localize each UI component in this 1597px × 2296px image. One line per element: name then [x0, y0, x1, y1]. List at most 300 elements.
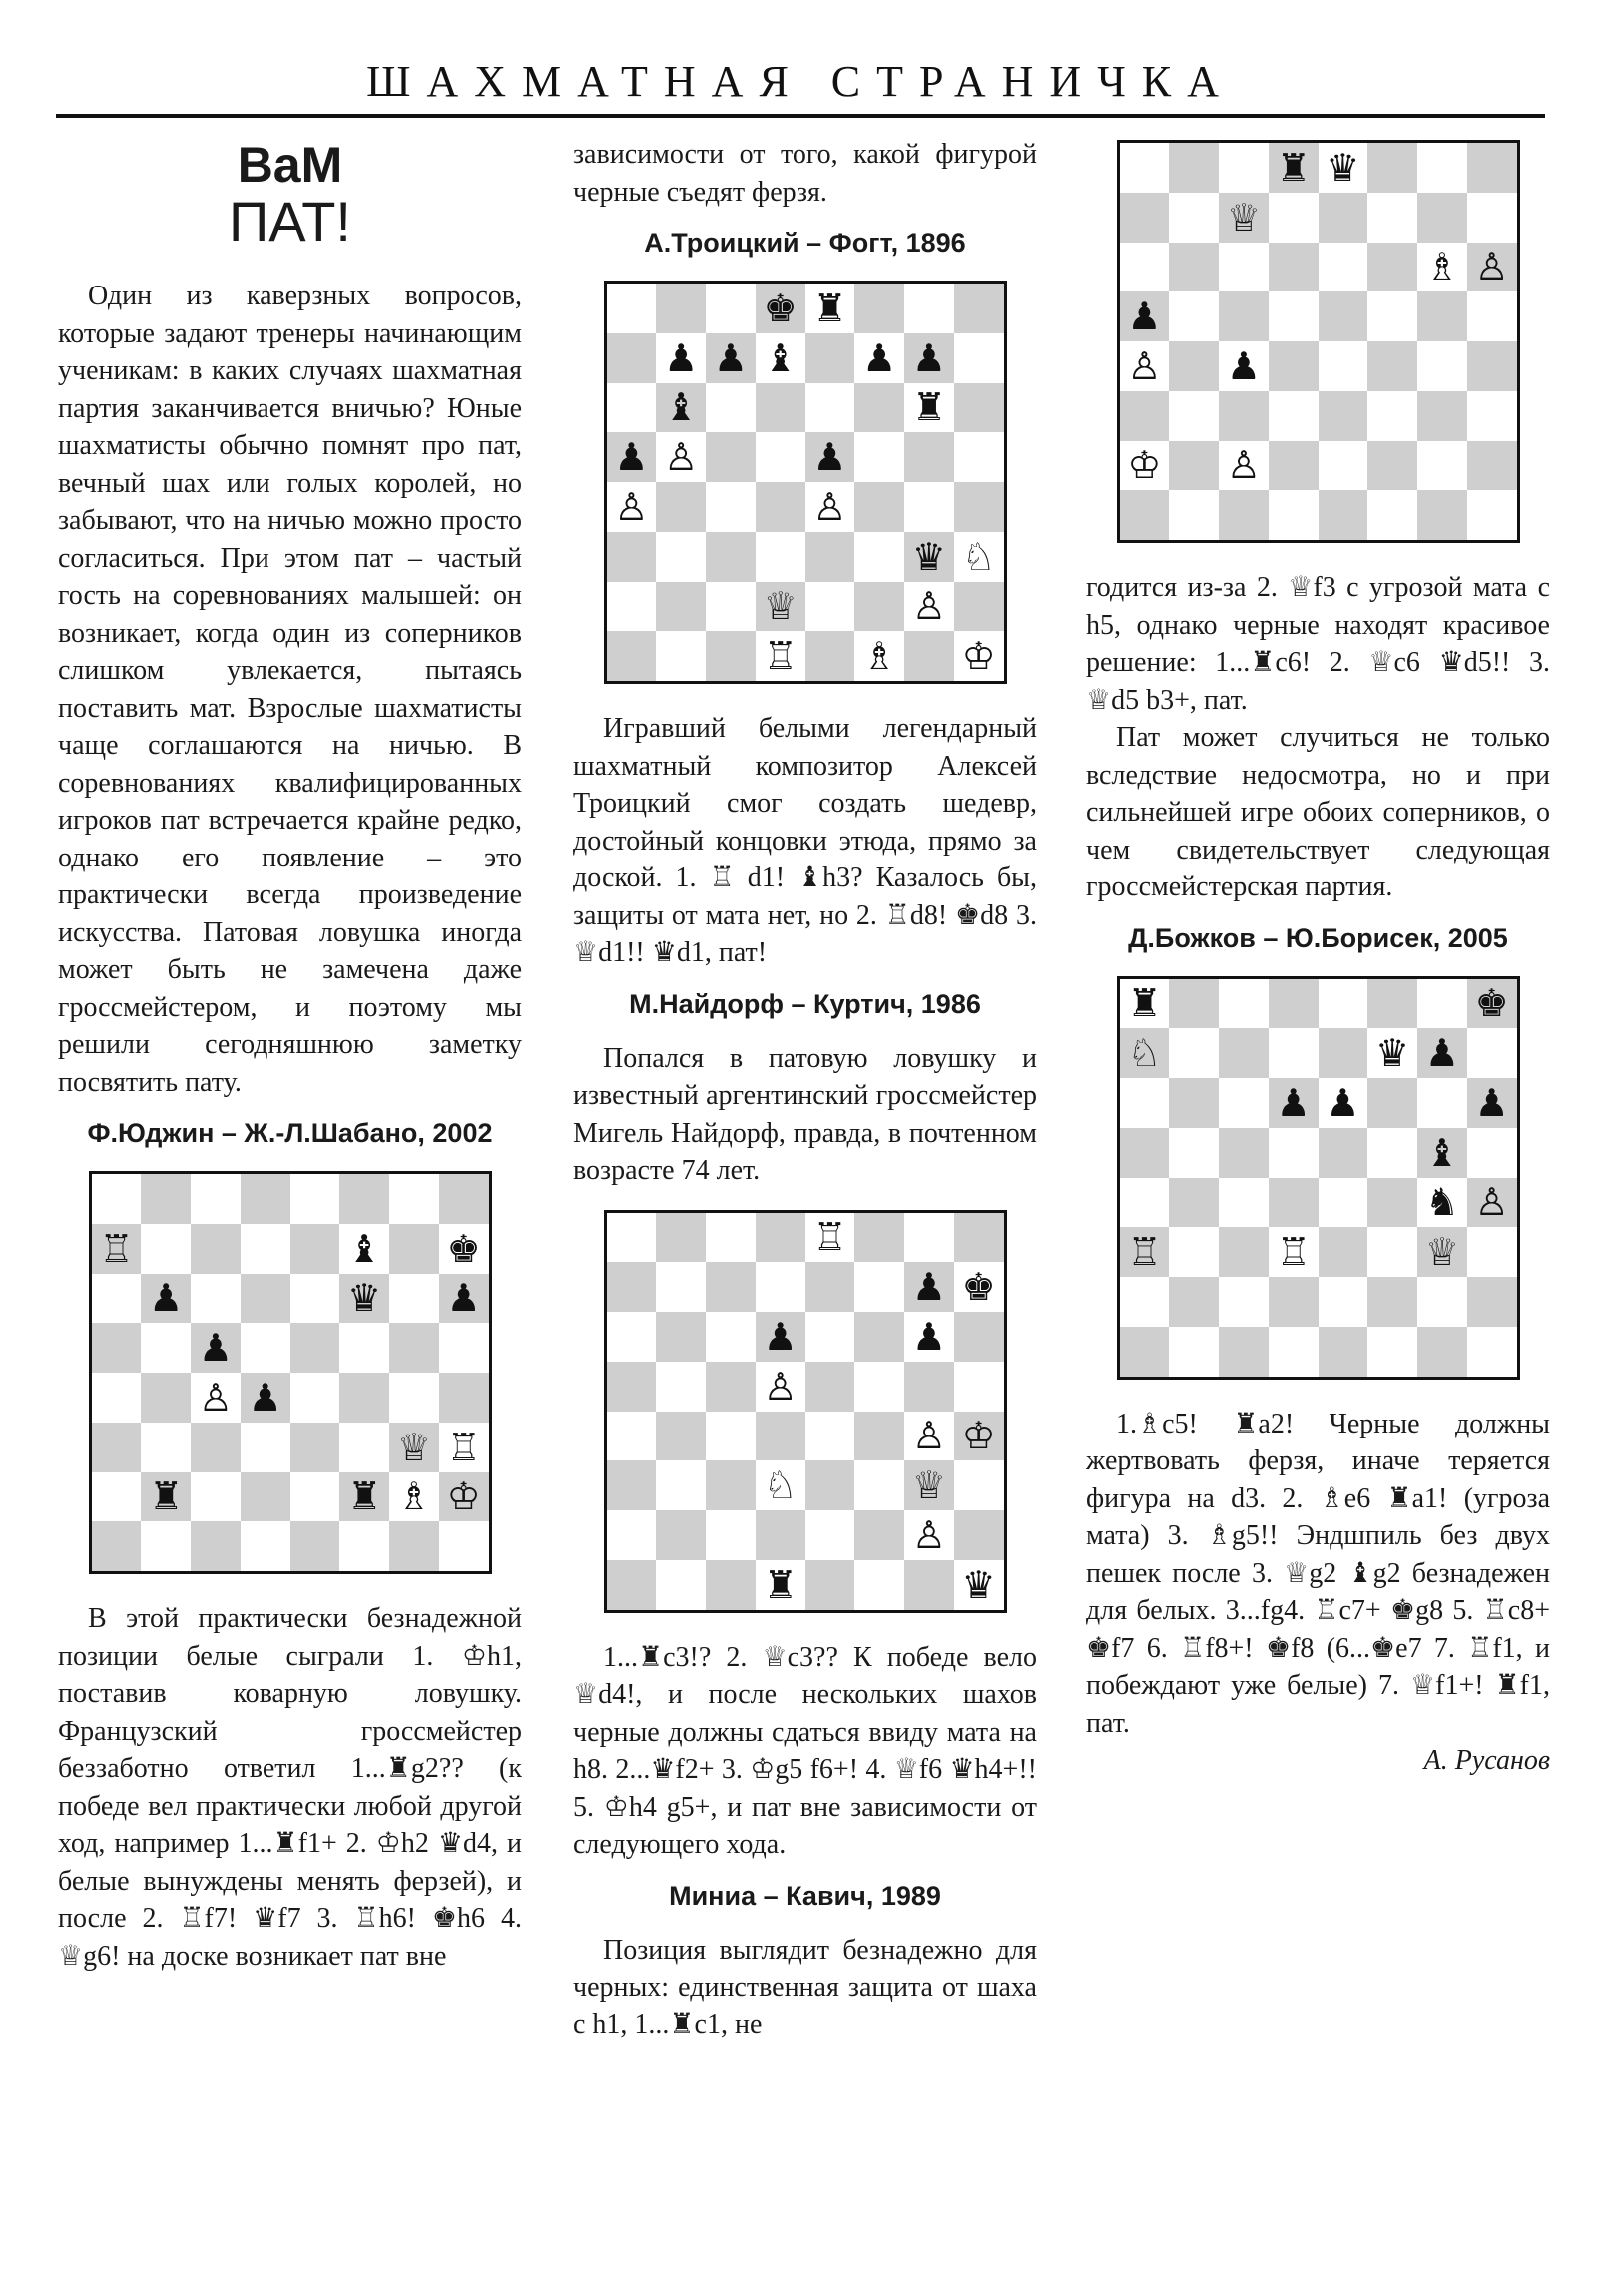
board-square — [1120, 1078, 1170, 1128]
board-square — [607, 1460, 657, 1510]
board-square — [1269, 391, 1319, 441]
board-square — [854, 631, 904, 681]
board-square — [1120, 143, 1170, 193]
board-square — [241, 1174, 290, 1224]
board-square — [904, 532, 954, 582]
black-queen-icon: ♛ — [1326, 145, 1360, 190]
board-square — [389, 1224, 439, 1274]
board-square — [854, 1510, 904, 1560]
board-square — [290, 1274, 340, 1324]
black-pawn-icon: ♟ — [1276, 1080, 1311, 1125]
white-pawn-icon: ♙ — [198, 1375, 233, 1420]
board-square — [1367, 1178, 1417, 1228]
board-square — [706, 1510, 756, 1560]
white-knight-icon: ♘ — [763, 1463, 798, 1508]
board-square — [1219, 1277, 1269, 1327]
board-square — [1120, 1128, 1170, 1178]
board-square — [1169, 1227, 1219, 1277]
header-rule — [56, 114, 1545, 118]
board-square — [1269, 193, 1319, 243]
board-square — [1417, 341, 1467, 391]
board-square — [1269, 1128, 1319, 1178]
board-square — [854, 1213, 904, 1263]
board-square — [92, 1423, 142, 1472]
board-square — [607, 1262, 657, 1312]
board-square — [854, 432, 904, 482]
board-square — [241, 1423, 290, 1472]
board-square — [1319, 243, 1368, 292]
board-square — [1467, 1028, 1517, 1078]
board-square — [756, 1262, 805, 1312]
board-square — [1169, 1028, 1219, 1078]
board-square — [1319, 1277, 1368, 1327]
board-square — [756, 333, 805, 383]
board-square — [607, 582, 657, 632]
board-square — [1169, 490, 1219, 540]
board-square — [191, 1323, 241, 1373]
board-square — [339, 1274, 389, 1324]
board-square — [1367, 143, 1417, 193]
board-square — [706, 1262, 756, 1312]
board-square — [854, 333, 904, 383]
board-square — [1120, 291, 1170, 341]
white-pawn-icon: ♙ — [911, 1414, 946, 1458]
board-square — [805, 1312, 855, 1362]
board-square — [1269, 291, 1319, 341]
miniac-commentary: Позиция выглядит безнадежно для черных: единственная защита от шаха с h1, 1...♜c1, не — [573, 1934, 1037, 2040]
black-pawn-icon: ♟ — [911, 335, 946, 380]
board-square — [954, 1460, 1004, 1510]
board-square — [756, 1312, 805, 1362]
board-square — [92, 1521, 142, 1571]
board-square — [756, 284, 805, 333]
board-square — [439, 1323, 489, 1373]
board-square — [290, 1423, 340, 1472]
board-square — [1467, 391, 1517, 441]
board-square — [1367, 243, 1417, 292]
board-square — [656, 532, 706, 582]
board-square — [1367, 1227, 1417, 1277]
board-square — [1120, 441, 1170, 491]
board-square — [1367, 1277, 1417, 1327]
black-pawn-icon: ♟ — [862, 335, 897, 380]
board-square — [954, 432, 1004, 482]
board-square — [607, 1312, 657, 1362]
board-square — [389, 1323, 439, 1373]
board-square — [1319, 1227, 1368, 1277]
board-square — [1219, 1028, 1269, 1078]
board-square — [1219, 243, 1269, 292]
game-heading-bozhkov: Д.Божков – Ю.Борисек, 2005 — [1128, 922, 1508, 953]
black-pawn-icon: ♟ — [446, 1276, 481, 1321]
board-square — [756, 631, 805, 681]
board-square — [904, 1460, 954, 1510]
board-square — [954, 333, 1004, 383]
board-square — [1169, 441, 1219, 491]
board-square — [1319, 441, 1368, 491]
board-square — [706, 432, 756, 482]
game-heading-najdorf: М.Найдорф – Куртич, 1986 — [629, 988, 981, 1019]
board-square — [854, 383, 904, 433]
board-square — [854, 482, 904, 532]
board-square — [904, 1560, 954, 1610]
board-square — [439, 1174, 489, 1224]
board-square — [1319, 341, 1368, 391]
board-square — [706, 532, 756, 582]
board-square — [1269, 1327, 1319, 1377]
board-square — [1417, 490, 1467, 540]
board-square — [1367, 391, 1417, 441]
board-square — [1169, 291, 1219, 341]
board-square — [241, 1323, 290, 1373]
board-square — [904, 284, 954, 333]
board-square — [1169, 1277, 1219, 1327]
board-square — [1417, 143, 1467, 193]
board-square — [389, 1373, 439, 1423]
board-square — [92, 1224, 142, 1274]
board-square — [1367, 441, 1417, 491]
board-square — [954, 1213, 1004, 1263]
board-square — [706, 482, 756, 532]
board-square — [439, 1373, 489, 1423]
yudzhin-commentary-continued: зависимости от того, какой фигурой черные съедят ферзя. — [573, 139, 1037, 208]
white-rook-icon: ♖ — [1276, 1230, 1311, 1275]
board-square — [141, 1323, 191, 1373]
board-square — [656, 1460, 706, 1510]
board-square — [439, 1423, 489, 1472]
black-king-icon: ♚ — [1474, 981, 1509, 1026]
board-square — [954, 284, 1004, 333]
board-square — [805, 1262, 855, 1312]
board-square — [1219, 291, 1269, 341]
board-square — [805, 582, 855, 632]
board-square — [1417, 441, 1467, 491]
white-knight-icon: ♘ — [1127, 1031, 1162, 1076]
board-square — [1367, 193, 1417, 243]
board-square — [389, 1174, 439, 1224]
black-bishop-icon: ♝ — [1424, 1130, 1459, 1175]
white-pawn-icon: ♙ — [1127, 343, 1162, 388]
white-rook-icon: ♖ — [1127, 1230, 1162, 1275]
black-pawn-icon: ♟ — [1127, 294, 1162, 339]
board-square — [656, 631, 706, 681]
board-square — [1467, 1227, 1517, 1277]
board-square — [706, 631, 756, 681]
board-square — [706, 383, 756, 433]
board-square — [1467, 979, 1517, 1029]
board-square — [904, 582, 954, 632]
white-pawn-icon: ♙ — [763, 1364, 798, 1409]
black-queen-icon: ♛ — [347, 1276, 382, 1321]
black-bishop-icon: ♝ — [664, 385, 699, 430]
article-title-line1: ВаМ — [237, 137, 343, 193]
board-square — [607, 1560, 657, 1610]
board-square — [1269, 341, 1319, 391]
board-square — [1467, 1178, 1517, 1228]
white-king-icon: ♔ — [961, 634, 996, 679]
black-queen-icon: ♛ — [961, 1562, 996, 1607]
board-square — [1367, 1028, 1417, 1078]
board-square — [1120, 1277, 1170, 1327]
board-square — [191, 1423, 241, 1472]
board-square — [756, 582, 805, 632]
board-square — [1417, 291, 1467, 341]
board-square — [1169, 193, 1219, 243]
board-square — [805, 631, 855, 681]
board-square — [1169, 1078, 1219, 1128]
article-title-line2: ПАТ! — [229, 190, 351, 253]
board-square — [290, 1323, 340, 1373]
board-square — [1319, 1327, 1368, 1377]
board-square — [241, 1521, 290, 1571]
board-square — [141, 1423, 191, 1472]
board-square — [706, 582, 756, 632]
board-square — [1467, 341, 1517, 391]
board-square — [141, 1224, 191, 1274]
white-pawn-icon: ♙ — [614, 484, 649, 529]
board-square — [805, 1560, 855, 1610]
white-pawn-icon: ♙ — [812, 484, 847, 529]
board-square — [656, 333, 706, 383]
board-square — [290, 1521, 340, 1571]
board-square — [141, 1521, 191, 1571]
board-square — [92, 1274, 142, 1324]
board-square — [1219, 391, 1269, 441]
column-1 — [58, 136, 522, 1975]
board-square — [1269, 1227, 1319, 1277]
bozhkov-commentary: 1.♗c5! ♜a2! Черные должны жертвовать ферзя, иначе теряется фигура на d3. 2. ♗e6 ♜a1! (угроза мата) 3. ♗g5!! Эндшпиль без двух пешек после 3. ♕g2 ♝g2 безнадежен для белых. 3...fg4. ♖c7+ ♚g8 5. ♖c8+ ♚f7 6. ♖f8+! ♚f8 (6...♚e7 7. ♖f1, и побеждают уже белые) 7. ♕f1+! ♜f1, пат. — [1086, 1408, 1550, 1739]
black-rook-icon: ♜ — [763, 1562, 798, 1607]
black-pawn-icon: ♟ — [149, 1276, 184, 1321]
troitsky-commentary: Игравший белыми легендарный шахматный композитор Алексей Троицкий смог создать шедевр, достойный концовки этюда, прямо за доской. 1. ♖ d1! ♝h3? Казалось бы, защиты от мата нет, но 2. ♖d8! ♚d8 3. ♕d1!! ♛d1, пат! — [573, 713, 1037, 968]
board-square — [954, 1262, 1004, 1312]
board-square — [1120, 341, 1170, 391]
black-pawn-icon: ♟ — [248, 1375, 282, 1420]
board-square — [339, 1472, 389, 1522]
board-square — [904, 631, 954, 681]
board-square — [607, 432, 657, 482]
white-rook-icon: ♖ — [763, 634, 798, 679]
board-square — [1269, 1277, 1319, 1327]
board-square — [389, 1521, 439, 1571]
board-square — [805, 1510, 855, 1560]
board-square — [656, 582, 706, 632]
black-rook-icon: ♜ — [1127, 981, 1162, 1026]
board-square — [1467, 143, 1517, 193]
board-square — [756, 432, 805, 482]
board-square — [92, 1373, 142, 1423]
board-square — [854, 582, 904, 632]
board-square — [1319, 291, 1368, 341]
board-square — [854, 1262, 904, 1312]
board-square — [656, 1362, 706, 1412]
board-square — [290, 1373, 340, 1423]
white-knight-icon: ♘ — [961, 534, 996, 579]
board-square — [805, 333, 855, 383]
board-square — [954, 1412, 1004, 1461]
board-square — [1319, 1128, 1368, 1178]
board-square — [241, 1274, 290, 1324]
column-3 — [1086, 136, 1550, 1780]
board-square — [706, 1560, 756, 1610]
board-square — [1169, 979, 1219, 1029]
board-square — [1219, 143, 1269, 193]
board-square — [439, 1472, 489, 1522]
column-2 — [573, 136, 1037, 2043]
white-rook-icon: ♖ — [446, 1425, 481, 1469]
board-square — [1169, 1128, 1219, 1178]
board-square — [706, 333, 756, 383]
black-pawn-icon: ♟ — [812, 435, 847, 480]
author-signature: А. Русанов — [1423, 1745, 1550, 1776]
board-square — [656, 432, 706, 482]
board-square — [1467, 243, 1517, 292]
board-square — [141, 1373, 191, 1423]
white-pawn-icon: ♙ — [1474, 245, 1509, 289]
board-square — [1467, 1128, 1517, 1178]
board-square — [92, 1472, 142, 1522]
board-square — [854, 1560, 904, 1610]
board-square — [1219, 341, 1269, 391]
white-pawn-icon: ♙ — [911, 584, 946, 629]
intro-paragraph: Один из каверзных вопросов, которые задают тренеры начинающим ученикам: в каких случаях шахматная партия заканчивается вничью? Юные шахматисты обычно помнят про пат, вечный шах или голых королей, но забывают, что на ничью можно просто согласиться. При этом пат – частый гость на соревнованиях малышей: он возникает, когда один из соперников слишком увлекается, пытаясь поставить мат. Взрослые шахматисты чаще соглашаются на ничью. В соревнованиях квалифицированных игроков пат встречается крайне редко, однако его появление – это практически всегда произведение искусства. Патовая ловушка иногда может быть не замечена даже гроссмейстером, и поэтому мы решили сегодняшнюю заметку посвятить пату. — [58, 281, 522, 1098]
board-square — [656, 1213, 706, 1263]
board-square — [339, 1174, 389, 1224]
board-square — [1269, 1078, 1319, 1128]
board-square — [756, 1460, 805, 1510]
board-square — [290, 1174, 340, 1224]
board-square — [607, 1362, 657, 1412]
chess-board-miniac — [1117, 140, 1520, 543]
board-square — [607, 631, 657, 681]
white-queen-icon: ♕ — [396, 1425, 431, 1469]
board-square — [756, 383, 805, 433]
board-square — [854, 532, 904, 582]
board-square — [805, 1460, 855, 1510]
board-square — [290, 1224, 340, 1274]
board-square — [954, 383, 1004, 433]
najdorf-intro: Попался в патовую ловушку и известный аргентинский гроссмейстер Мигель Найдорф, правда, в почтенном возрасте 74 лет. — [573, 1042, 1037, 1186]
board-square — [389, 1274, 439, 1324]
black-pawn-icon: ♟ — [614, 435, 649, 480]
board-square — [1269, 441, 1319, 491]
black-queen-icon: ♛ — [911, 534, 946, 579]
white-queen-icon: ♕ — [1424, 1230, 1459, 1275]
game-heading-miniac: Миниа – Кавич, 1989 — [669, 1880, 941, 1911]
board-square — [1417, 1028, 1467, 1078]
board-square — [805, 1362, 855, 1412]
board-square — [1169, 1327, 1219, 1377]
black-pawn-icon: ♟ — [911, 1265, 946, 1310]
yudzhin-commentary: В этой практически безнадежной позиции белые сыграли 1. ♔h1, поставив коварную ловушку. Французский гроссмейстер беззаботно ответил 1...♜g2?? (к победе вел практически любой другой ход, например 1...♜f1+ 2. ♔h2 ♛d4, и белые вынуждены менять ферзей), и после 2. ♖f7! ♛f7 3. ♖h6! ♚h6 4. ♕g6! на доске возникает пат вне — [58, 1603, 522, 1972]
board-square — [1120, 243, 1170, 292]
white-queen-icon: ♕ — [763, 584, 798, 629]
board-square — [1169, 391, 1219, 441]
board-square — [607, 1510, 657, 1560]
board-square — [141, 1174, 191, 1224]
board-square — [389, 1472, 439, 1522]
board-square — [1319, 193, 1368, 243]
white-bishop-icon: ♗ — [862, 634, 897, 679]
board-square — [1219, 1128, 1269, 1178]
black-king-icon: ♚ — [763, 286, 798, 330]
board-square — [1467, 1327, 1517, 1377]
board-square — [1417, 391, 1467, 441]
board-square — [607, 532, 657, 582]
board-square — [191, 1224, 241, 1274]
board-square — [1367, 1078, 1417, 1128]
miniac-commentary-continued: годится из-за 2. ♕f3 с угрозой мата с h5, однако черные находят красивое решение: 1...♜c6! 2. ♕c6 ♛d5!! 3. ♕d5 b3+, пат. — [1086, 572, 1550, 716]
board-square — [1169, 243, 1219, 292]
board-square — [1467, 291, 1517, 341]
board-square — [656, 1560, 706, 1610]
board-square — [1269, 490, 1319, 540]
board-square — [1120, 490, 1170, 540]
board-square — [1417, 1327, 1467, 1377]
board-square — [191, 1373, 241, 1423]
white-queen-icon: ♕ — [911, 1463, 946, 1508]
board-square — [706, 1213, 756, 1263]
board-square — [191, 1472, 241, 1522]
board-square — [607, 482, 657, 532]
board-square — [954, 532, 1004, 582]
black-knight-icon: ♞ — [1424, 1180, 1459, 1225]
board-square — [1367, 341, 1417, 391]
chess-board-najdorf — [604, 1210, 1007, 1613]
board-square — [706, 1362, 756, 1412]
white-bishop-icon: ♗ — [1424, 245, 1459, 289]
board-square — [1169, 1178, 1219, 1228]
board-square — [241, 1373, 290, 1423]
board-square — [339, 1423, 389, 1472]
board-square — [1417, 243, 1467, 292]
board-square — [1219, 1078, 1269, 1128]
board-square — [439, 1224, 489, 1274]
section-header: ШАХМАТНАЯ СТРАНИЧКА — [366, 57, 1235, 106]
board-square — [1319, 490, 1368, 540]
board-square — [1367, 490, 1417, 540]
white-rook-icon: ♖ — [99, 1226, 134, 1271]
board-square — [756, 1362, 805, 1412]
board-square — [1417, 193, 1467, 243]
board-square — [756, 482, 805, 532]
black-rook-icon: ♜ — [347, 1474, 382, 1519]
board-square — [389, 1423, 439, 1472]
white-pawn-icon: ♙ — [664, 435, 699, 480]
board-square — [656, 383, 706, 433]
board-square — [339, 1373, 389, 1423]
board-square — [1269, 1028, 1319, 1078]
board-square — [191, 1274, 241, 1324]
black-queen-icon: ♛ — [1375, 1031, 1410, 1076]
board-square — [1319, 1028, 1368, 1078]
board-square — [1269, 1178, 1319, 1228]
board-square — [339, 1224, 389, 1274]
black-king-icon: ♚ — [446, 1226, 481, 1271]
board-square — [141, 1472, 191, 1522]
white-king-icon: ♔ — [446, 1474, 481, 1519]
black-pawn-icon: ♟ — [1326, 1080, 1360, 1125]
board-square — [1120, 193, 1170, 243]
game-heading-troitsky: А.Троицкий – Фогт, 1896 — [644, 228, 966, 258]
transition-paragraph: Пат может случиться не только вследствие недосмотра, но и при сильнейшей игре обоих соперников, о чем свидетельствует следующая гроссмейстерская партия. — [1086, 722, 1550, 902]
board-square — [954, 582, 1004, 632]
board-square — [607, 1213, 657, 1263]
chess-board-bozhkov — [1117, 976, 1520, 1380]
board-square — [439, 1274, 489, 1324]
board-square — [656, 284, 706, 333]
board-square — [1319, 979, 1368, 1029]
